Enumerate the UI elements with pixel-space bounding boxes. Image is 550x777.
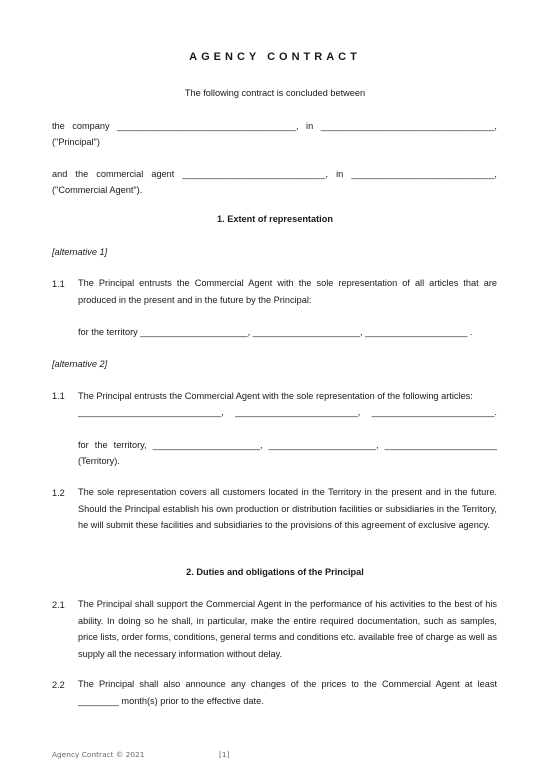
clause-1-1a-territory: for the territory _____________________, _____________________, ____________________ . xyxy=(78,327,473,337)
clause-1-1b-number: 1.1 xyxy=(52,391,65,401)
principal-line: the company ___________________________________, in __________________________________, xyxy=(52,121,497,131)
footer-page-number: [1] xyxy=(219,750,230,759)
clause-1-1b-territory: for the territory, _____________________, _____________________, ______________________ xyxy=(78,440,497,450)
clause-1-1a-text: The Principal entrusts the Commercial Agent with the sole representation of all articles that are produced in the present and in the future by the Principal: xyxy=(78,278,497,305)
alternative-2-label: [alternative 2] xyxy=(52,359,108,369)
clause-1-1b-text: The Principal entrusts the Commercial Agent with the sole representation of the following articles: xyxy=(78,391,473,401)
footer-copyright: Agency Contract © 2021 xyxy=(52,750,145,759)
section-2-heading: 2. Duties and obligations of the Principal xyxy=(186,567,364,577)
clause-1-2-number: 1.2 xyxy=(52,488,65,498)
principal-role: ("Principal") xyxy=(52,137,100,147)
clause-1-1b-blanks: ____________________________, ________________________, ________________________. xyxy=(78,407,497,417)
clause-2-2-number: 2.2 xyxy=(52,680,65,690)
clause-1-1a-number: 1.1 xyxy=(52,279,65,289)
document-title: AGENCY CONTRACT xyxy=(189,51,361,63)
agent-line: and the commercial agent ____________________________, in ____________________________, xyxy=(52,169,497,179)
alternative-1-label: [alternative 1] xyxy=(52,247,108,257)
clause-2-1-number: 2.1 xyxy=(52,600,65,610)
territory-label: (Territory). xyxy=(78,456,120,466)
clause-2-2-text: The Principal shall also announce any changes of the prices to the Commercial Agent at least ________ month(s) prior to the effective date. xyxy=(78,679,497,706)
clause-1-2-text: The sole representation covers all customers located in the Territory in the present and in the future. Should the Principal establish his own production or distribution facilities or subsidiaries in the Territory, he will submit these facilities and subsidiaries to the provisions of this agreement of exclusive agency. xyxy=(78,487,497,530)
agent-role: ("Commercial Agent"). xyxy=(52,185,143,195)
intro-text: The following contract is concluded between xyxy=(184,88,366,98)
clause-2-1-text: The Principal shall support the Commercial Agent in the performance of his activities to the best of his ability. In doing so he shall, in particular, make the entire required documentation, such as samples, price lists, order forms, conditions, general terms and conditions etc. available free of charge as well as supply all the necessary information without delay. xyxy=(78,599,497,659)
section-1-heading: 1. Extent of representation xyxy=(217,214,333,224)
